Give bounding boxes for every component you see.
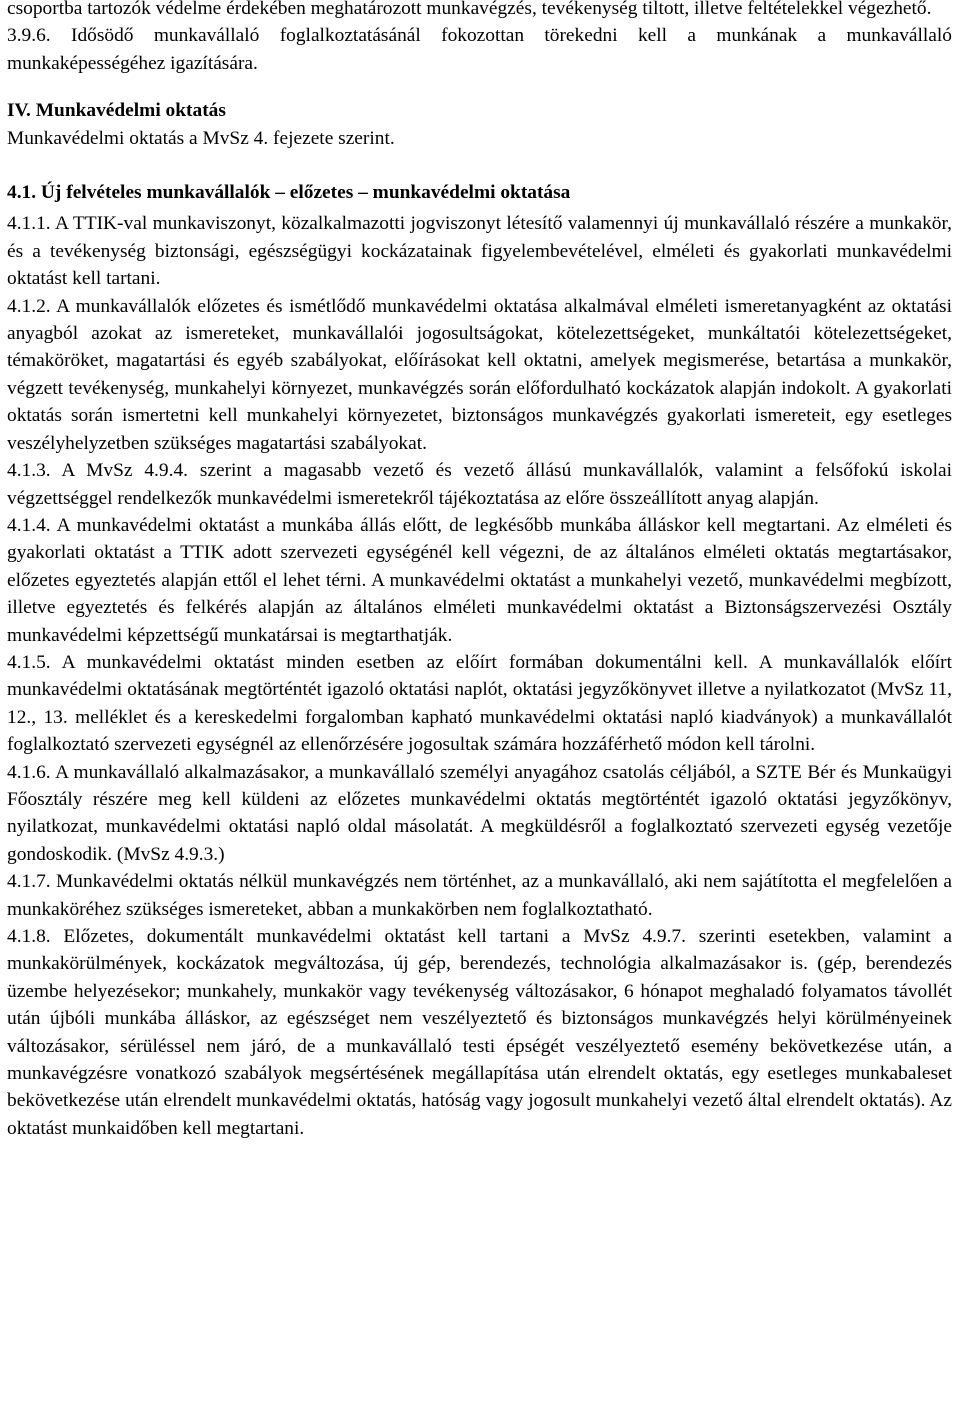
paragraph-4-1-4: 4.1.4. A munkavédelmi oktatást a munkába állás előtt, de legkésőbb munkába álláskor kell megtartani. Az elméleti és gyakorlati oktatást a TTIK adott szervezeti egységénél kell végezni, de az általános elméleti oktatás megtartásakor, előzetes egyeztetés alapján ettől el lehet térni. A munkavédelmi oktatást a munkahelyi vezető, munkavédelmi megbízott, illetve egyeztetés és felkérés alapján az általános elméleti munkavédelmi oktatást a Biztonságszervezési Osztály munkavédelmi képzettségű munkatársai is megtarthatják. <box>7 514 952 646</box>
continuation-text: csoportba tartozók védelme érdekében meghatározott munkavégzés, tevékenység tiltott, illetve feltételekkel végezhető. <box>7 0 932 19</box>
paragraph-4-1-5: 4.1.5. A munkavédelmi oktatást minden esetben az előírt formában dokumentálni kell. A munkavállalók előírt munkavédelmi oktatásának megtörténtét igazoló oktatási naplót, oktatási jegyzőkönyvet illetve a nyilatkozatot (MvSz 11, 12., 13. melléklet és a kereskedelmi forgalomban kapható munkavédelmi oktatási napló kiadványok) a munkavállalót foglalkoztató szervezeti egységnél az ellenőrzésére jogosultak számára hozzáférhető módon kell tárolni. <box>7 651 952 756</box>
paragraph-4-1-8: 4.1.8. Előzetes, dokumentált munkavédelmi oktatást kell tartani a MvSz 4.9.7. szerinti esetekben, valamint a munkakörülmények, kockázatok megváltozása, új gép, berendezés, technológia alkalmazásakor is. (gép, berendezés üzembe helyezésekor; munkahely, munkakör vagy tevékenység változásakor, 6 hónapot meghaladó folyamatos távollét után újbóli munkába álláskor, az egészséget nem veszélyeztető és biztonságos munkavégzés helyi körülményeinek változásakor, sérüléssel nem járó, de a munkavállaló testi épségét veszélyeztető esemény bekövetkezése után, a munkavégzésre vonatkozó szabályok megsértésének megállapítása után elrendelt oktatás, egy esetleges munkabaleset bekövetkezése után elrendelt munkavédelmi oktatás, hatóság vagy jogosult munkahelyi vezető által elrendelt oktatás). Az oktatást munkaidőben kell megtartani. <box>7 926 952 1139</box>
subsection-heading: 4.1. Új felvételes munkavállalók – előzetes – munkavédelmi oktatása <box>7 182 571 204</box>
item-3-9-6: 3.9.6. Idősödő munkavállaló foglalkoztatásánál fokozottan törekedni kell a munkának a munkavállaló munkaképességéhez igazítására. <box>7 25 952 74</box>
paragraph-4-1-3: 4.1.3. A MvSz 4.9.4. szerint a magasabb vezető és vezető állású munkavállalók, valamint a felsőfokú iskolai végzettséggel rendelkezők munkavédelmi ismeretekről tájékoztatása az előre összeállított anyag alapján. <box>7 460 952 509</box>
paragraph-4-1-1: 4.1.1. A TTIK-val munkaviszonyt, közalkalmazotti jogviszonyt létesítő valamennyi új munkavállaló részére a munkakör, és a tevékenység biztonsági, egészségügyi kockázatainak figyelembevételével, elméleti és gyakorlati munkavédelmi oktatást kell tartani. <box>7 213 952 290</box>
paragraph-4-1-6: 4.1.6. A munkavállaló alkalmazásakor, a munkavállaló személyi anyagához csatolás céljából, a SZTE Bér és Munkaügyi Főosztály részére meg kell küldeni az előzetes munkavédelmi oktatás megtörténtét igazoló oktatási jegyzőkönyv, nyilatkozat, munkavédelmi oktatási napló oldal másolatát. A megküldésről a foglalkoztató szervezeti egység vezetője gondoskodik. (MvSz 4.9.3.) <box>7 761 952 865</box>
section-intro: Munkavédelmi oktatás a MvSz 4. fejezete szerint. <box>7 127 395 149</box>
paragraph-4-1-7: 4.1.7. Munkavédelmi oktatás nélkül munkavégzés nem történhet, az a munkavállaló, aki nem sajátította el megfelelően a munkaköréhez szükséges ismereteket, abban a munkakörben nem foglalkoztatható. <box>7 871 952 920</box>
paragraph-4-1-2: 4.1.2. A munkavállalók előzetes és ismétlődő munkavédelmi oktatása alkalmával elméleti ismeretanyagként az oktatási anyagból azokat az ismereteket, munkavállalói jogosultságokat, kötelezettségeket, munkáltatói kötelezettségeket, témaköröket, magatartási és egyéb szabályokat, előírásokat kell oktatni, amelyek megismerése, betartása a munkakör, végzett tevékenység, munkahelyi környezet, munkavégzés során előfordulható kockázatok alapján indokolt. A gyakorlati oktatás során ismertetni kell munkahelyi környezetet, biztonságos munkavégzés gyakorlati ismereteit, egy esetleges veszélyhelyzetben szükséges magatartási szabályokat. <box>7 295 952 454</box>
section-heading: IV. Munkavédelmi oktatás <box>7 100 226 122</box>
